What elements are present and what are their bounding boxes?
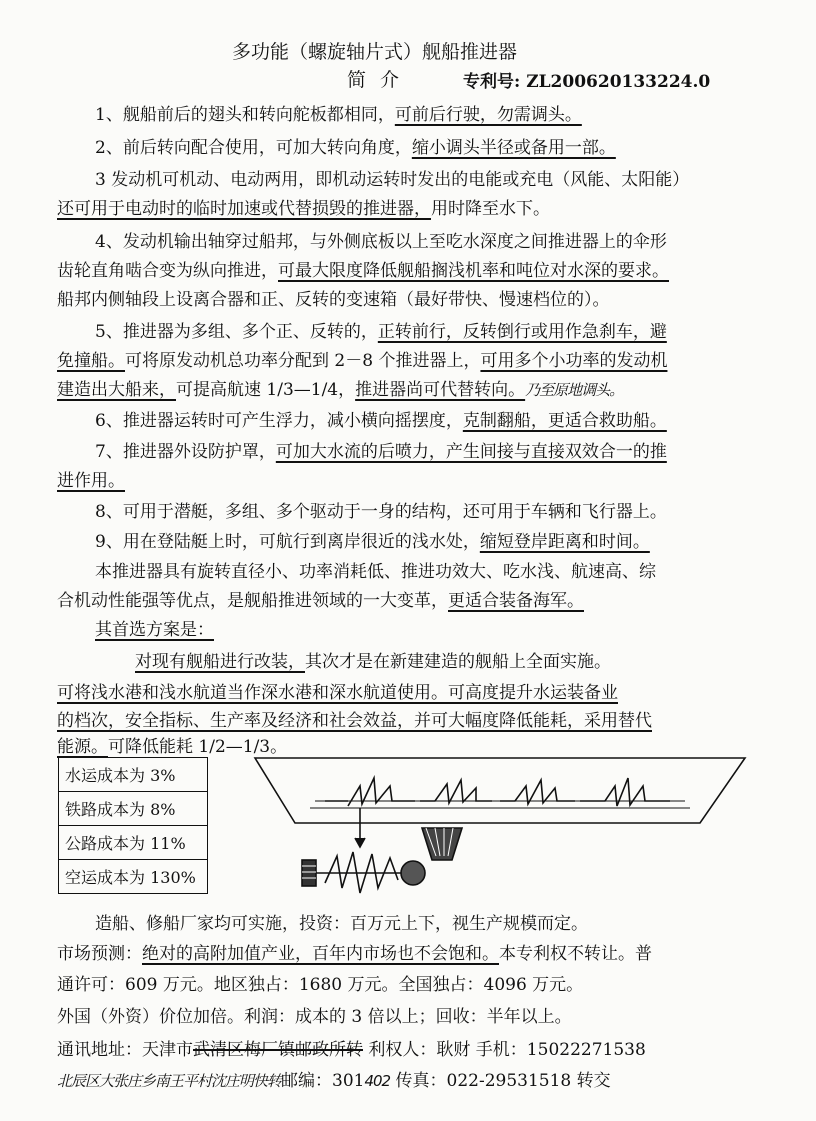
table-row <box>59 826 208 860</box>
para-5-line-2: 免撞船。可将原发动机总功率分配到 2－8 个推进器上，可用多个小功率的发动机 <box>57 351 668 371</box>
table-cell: 公路成本为 11% <box>59 826 208 860</box>
para-7-line-2: 进作用。 <box>57 471 125 491</box>
table-row <box>59 758 208 792</box>
propeller-unit <box>500 780 575 804</box>
propeller-unit <box>420 780 492 803</box>
para-3-line-2: 还可用于电动时的临时加速或代替损毁的推进器，用时降至水下。 <box>57 199 550 219</box>
para-5-line-3: 建造出大船来，可提高航速 1/3—1/4，推进器尚可代替转向。乃至原地调头。 <box>57 380 624 400</box>
para-7-line-1: 7、推进器外设防护罩，可加大水流的后喷力，产生间接与直接双效合一的推 <box>95 442 667 462</box>
contact-address: 通讯地址：天津市武清区梅厂镇邮政所转 利权人：耿财 手机：15022271538 <box>57 1040 646 1060</box>
para-4-line-2: 齿轮直角啮合变为纵向推进，可最大限度降低舰船搁浅机率和吨位对水深的要求。 <box>57 261 669 281</box>
table-row <box>59 792 208 826</box>
gear-left <box>302 860 316 886</box>
market-line-2: 通许可：609 万元。地区独占：1680 万元。全国独占：4096 万元。 <box>57 975 584 995</box>
summary-line-2: 合机动性能强等优点，是舰船推进领域的一大变革，更适合装备海军。 <box>57 591 584 611</box>
handwritten-address: 北辰区大张庄乡南王平村沈庄明快转 <box>57 1072 282 1090</box>
para-4-line-1: 4、发动机输出轴穿过船邦，与外侧底板以上至吃水深度之间推进器上的伞形 <box>95 232 667 252</box>
market-line-1: 市场预测：绝对的高附加值产业，百年内市场也不会饱和。本专利权不转让。普 <box>57 944 652 964</box>
para-8: 8、可用于潜艇，多组、多个驱动于一身的结构，还可用于车辆和飞行器上。 <box>95 502 667 522</box>
arrow-head <box>355 838 365 847</box>
para-2: 2、前后转向配合使用，可加大转向角度，缩小调头半径或备用一部。 <box>95 138 616 158</box>
para-5-line-1: 5、推进器为多组、多个正、反转的，正转前行，反转倒行或用作急刹车，避 <box>95 322 667 342</box>
preferred-plan-heading: 其首选方案是： <box>95 620 214 640</box>
table-cell: 空运成本为 130% <box>59 860 208 894</box>
benefit-line-2: 的档次，安全指标、生产率及经济和社会效益，并可大幅度降低能耗，采用替代 <box>57 711 652 731</box>
handwritten-note: 乃至原地调头。 <box>525 381 624 399</box>
patent-number: 专利号: ZL200620133224.0 <box>463 72 711 92</box>
contact-handwritten-line: 北辰区大张庄乡南王平村沈庄明快转邮编：301402 传真：022-29531518 转交 <box>57 1071 611 1091</box>
summary-line-1: 本推进器具有旋转直径小、功率消耗低、推进功效大、吃水浅、航速高、综 <box>95 562 656 582</box>
propeller-diagram <box>230 748 750 903</box>
table-cell: 铁路成本为 8% <box>59 792 208 826</box>
benefit-line-3: 能源。可降低能耗 1/2—1/3。 <box>57 737 288 757</box>
screw-shaft <box>316 852 408 893</box>
benefit-line-1: 可将浅水港和浅水航道当作深水港和深水航道使用。可高度提升水运装备业 <box>57 683 618 703</box>
table-row <box>59 860 208 894</box>
propeller-unit <box>580 778 670 806</box>
table-cell: 水运成本为 3% <box>59 758 208 792</box>
doc-title: 多功能（螺旋轴片式）舰船推进器 <box>232 41 518 63</box>
para-6: 6、推进器运转时可产生浮力，减小横向摇摆度，克制翻船，更适合救助船。 <box>95 411 667 431</box>
para-9: 9、用在登陆艇上时，可航行到离岸很近的浅水处，缩短登岸距离和时间。 <box>95 532 650 552</box>
bevel-gear <box>401 861 425 885</box>
preferred-plan-text: 对现有舰船进行改装，其次才是在新建建造的舰船上全面实施。 <box>135 652 611 672</box>
hull-outline <box>255 758 745 823</box>
propeller-unit <box>325 778 415 806</box>
para-3-line-1: 3 发动机可机动、电动两用，即机动运转时发出的电能或充电（风能、太阳能） <box>95 170 690 190</box>
transport-cost-table <box>58 757 208 894</box>
doc-subtitle: 简 介 <box>347 69 404 91</box>
para-4-line-3: 船邦内侧轴段上设离合器和正、反转的变速箱（最好带快、慢速档位的）。 <box>57 290 610 310</box>
para-1: 1、舰船前后的翅头和转向舵板都相同，可前后行驶，勿需调头。 <box>95 105 582 125</box>
investment-line: 造船、修船厂家均可实施，投资：百万元上下，视生产规模而定。 <box>95 914 588 934</box>
market-line-3: 外国（外资）价位加倍。利润：成本的 3 倍以上；回收：半年以上。 <box>57 1007 572 1027</box>
